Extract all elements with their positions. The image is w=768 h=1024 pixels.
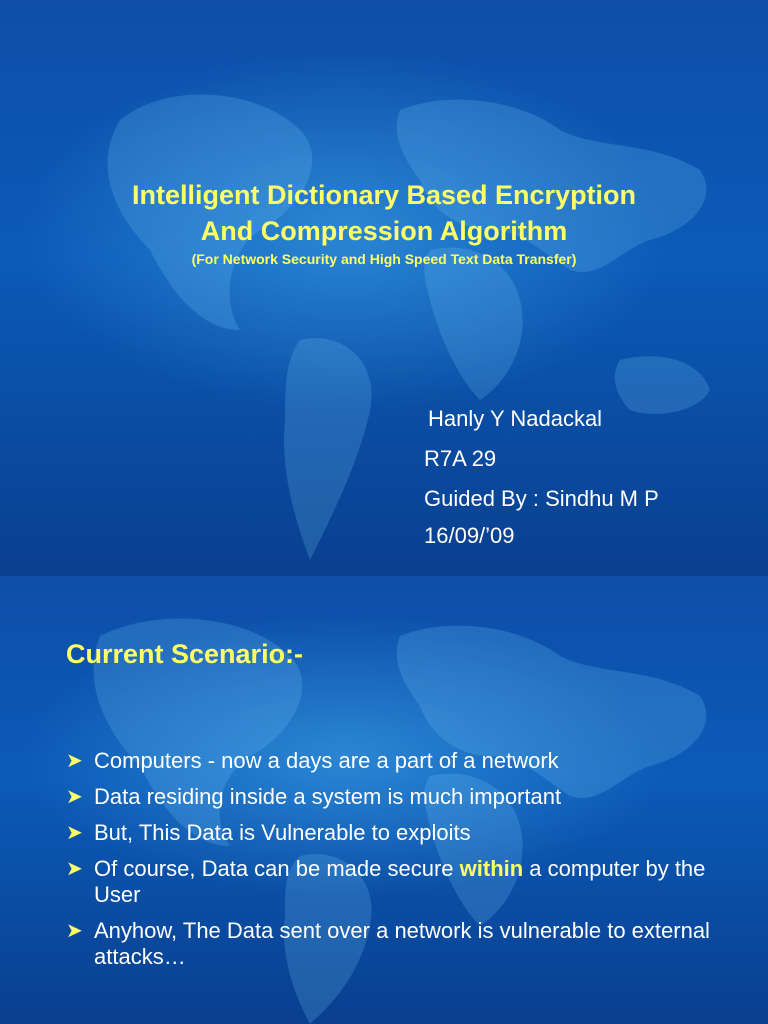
bullet-text: Anyhow, The Data sent over a network is vulnerable to external attacks… [94,918,710,969]
list-item [66,820,716,846]
arrow-bullet-icon: ➤ [66,822,83,844]
bullet-text-after: a computer by the User [94,856,706,907]
subtitle: (For Network Security and High Speed Text Data Transfer) [191,251,577,267]
bullet-text-before: Of course, Data can be made secure [94,856,460,881]
scenario-slide [0,576,768,1024]
title-line-2: And Compression Algorithm [200,216,568,246]
guide-name: Guided By : Sindhu M P [424,486,659,511]
author-name: Hanly Y Nadackal [428,406,603,431]
arrow-bullet-icon: ➤ [66,920,83,942]
list-item [66,856,716,908]
bullet-text: But, This Data is Vulnerable to exploits [94,820,471,845]
bullet-text: Data residing inside a system is much important [94,784,562,809]
roll-number: R7A 29 [424,446,497,471]
list-item [66,748,716,774]
arrow-bullet-icon: ➤ [66,750,83,772]
list-item [66,918,716,970]
bullet-list [66,748,716,980]
presentation-date: 16/09/’09 [424,523,515,548]
list-item [66,784,716,810]
arrow-bullet-icon: ➤ [66,786,83,808]
highlight-word: within [459,856,524,881]
arrow-bullet-icon: ➤ [66,858,83,880]
bullet-text: Computers - now a days are a part of a network [94,748,559,773]
title-line-1: Intelligent Dictionary Based Encryption [131,180,637,210]
slide-heading: Current Scenario:- [66,639,304,669]
